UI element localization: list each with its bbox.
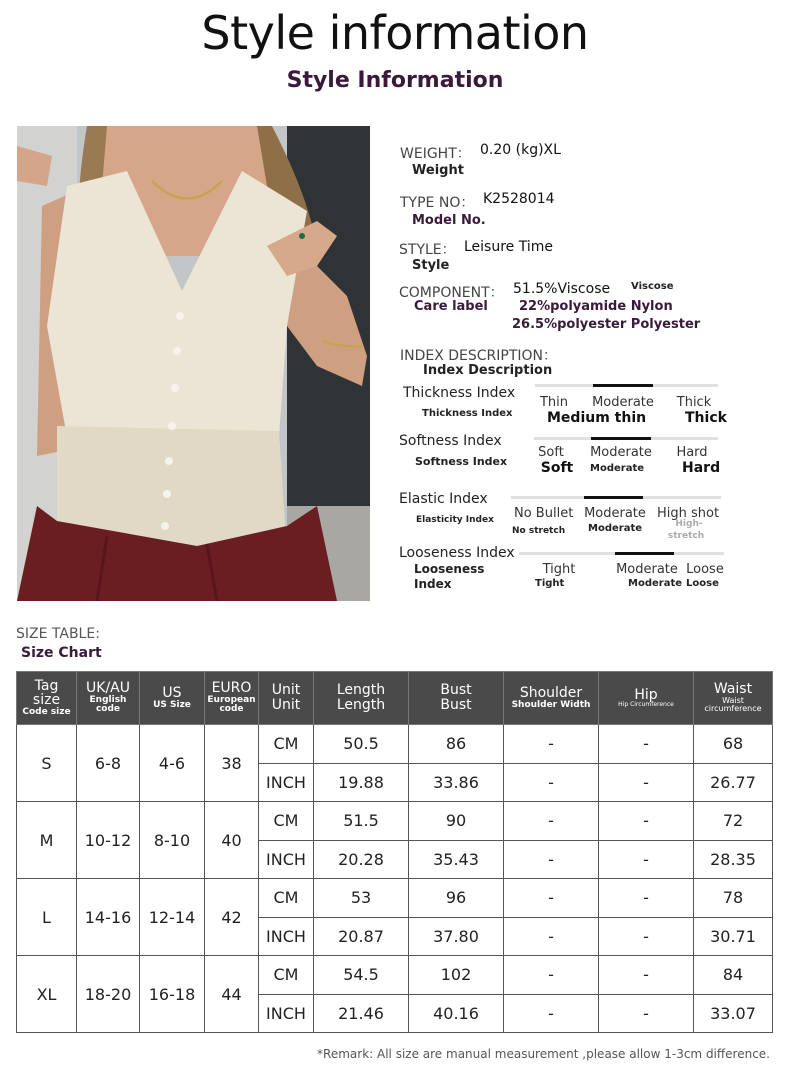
style-label: STYLE： bbox=[399, 242, 456, 258]
elastic-option-high-shot: High shot bbox=[657, 506, 720, 521]
bust-cell: 86 bbox=[409, 725, 504, 764]
table-row bbox=[17, 725, 773, 764]
softness-label: Softness Index bbox=[399, 433, 502, 449]
shoulder-cell: - bbox=[504, 840, 599, 879]
hip-cell: - bbox=[599, 802, 694, 841]
component-tiny: Viscose bbox=[631, 281, 674, 292]
header-unit: Unit Unit bbox=[259, 672, 314, 725]
thickness-value-thick: Thick bbox=[685, 410, 727, 426]
length-cell: 51.5 bbox=[314, 802, 409, 841]
unit-cell: INCH bbox=[259, 994, 314, 1033]
elastic-label: Elastic Index bbox=[399, 491, 488, 507]
looseness-option-tight: Tight bbox=[542, 562, 576, 577]
weight-sub: Weight bbox=[412, 163, 464, 178]
header-waist: Waist Waist circumference bbox=[694, 672, 773, 725]
type-sub: Model No. bbox=[412, 213, 486, 228]
softness-option-hard: Hard bbox=[676, 445, 708, 460]
style-value: Leisure Time bbox=[464, 239, 553, 255]
length-cell: 54.5 bbox=[314, 956, 409, 995]
hip-cell: - bbox=[599, 840, 694, 879]
elastic-value-moderate: Moderate bbox=[588, 523, 643, 534]
length-cell: 20.87 bbox=[314, 917, 409, 956]
us-cell: 16-18 bbox=[140, 956, 205, 1033]
page-subtitle: Style Information bbox=[286, 68, 504, 93]
waist-cell: 33.07 bbox=[694, 994, 773, 1033]
component-sub: Care label bbox=[414, 299, 488, 314]
thickness-option-thick: Thick bbox=[676, 395, 712, 410]
euro-cell: 38 bbox=[205, 725, 259, 802]
hip-cell: - bbox=[599, 763, 694, 802]
looseness-sub-1: Looseness bbox=[414, 562, 485, 576]
unit-cell: CM bbox=[259, 725, 314, 764]
looseness-value-moderate: Moderate bbox=[628, 578, 683, 589]
looseness-value-tight: Tight bbox=[535, 578, 565, 589]
looseness-value-loose: Loose bbox=[686, 578, 719, 589]
tag-size-cell: S bbox=[17, 725, 77, 802]
hip-cell: - bbox=[599, 879, 694, 918]
remark-text: *Remark: All size are manual measurement ,please allow 1-3cm difference. bbox=[317, 1047, 770, 1061]
product-photo bbox=[17, 126, 370, 601]
shoulder-cell: - bbox=[504, 994, 599, 1033]
component-line-1: 51.5%Viscose bbox=[513, 281, 611, 297]
page-title: Style information bbox=[201, 6, 589, 60]
header-us: US US Size bbox=[140, 672, 205, 725]
elastic-sub: Elasticity Index bbox=[416, 515, 494, 525]
euro-cell: 44 bbox=[205, 956, 259, 1033]
shoulder-cell: - bbox=[504, 917, 599, 956]
waist-cell: 30.71 bbox=[694, 917, 773, 956]
uk-au-cell: 10-12 bbox=[77, 802, 140, 879]
unit-cell: INCH bbox=[259, 763, 314, 802]
us-cell: 12-14 bbox=[140, 879, 205, 956]
elastic-option-no-bullet: No Bullet bbox=[514, 506, 574, 521]
waist-cell: 28.35 bbox=[694, 840, 773, 879]
unit-cell: INCH bbox=[259, 917, 314, 956]
thickness-option-moderate: Moderate bbox=[592, 395, 654, 410]
looseness-label: Looseness Index bbox=[399, 545, 515, 561]
size-table bbox=[16, 671, 773, 1033]
tag-size-cell: L bbox=[17, 879, 77, 956]
elastic-value-no-stretch: No stretch bbox=[512, 526, 566, 536]
header-tag-size: Tag size Code size bbox=[17, 672, 77, 725]
waist-cell: 68 bbox=[694, 725, 773, 764]
size-chart-label: Size Chart bbox=[21, 645, 102, 661]
index-sub: Index Description bbox=[423, 363, 553, 378]
softness-value-moderate: Moderate bbox=[590, 463, 645, 474]
us-cell: 8-10 bbox=[140, 802, 205, 879]
table-row bbox=[17, 802, 773, 841]
uk-au-cell: 6-8 bbox=[77, 725, 140, 802]
header-euro: EURO European code bbox=[205, 672, 259, 725]
bust-cell: 37.80 bbox=[409, 917, 504, 956]
thickness-option-thin: Thin bbox=[539, 395, 569, 410]
thickness-sub: Thickness Index bbox=[422, 408, 513, 419]
length-cell: 19.88 bbox=[314, 763, 409, 802]
looseness-sub-2: Index bbox=[414, 577, 452, 591]
index-label: INDEX DESCRIPTION： bbox=[400, 348, 558, 364]
waist-cell: 78 bbox=[694, 879, 773, 918]
shoulder-cell: - bbox=[504, 879, 599, 918]
component-label: COMPONENT： bbox=[399, 285, 504, 301]
hip-cell: - bbox=[599, 917, 694, 956]
table-header-row bbox=[17, 672, 773, 725]
waist-cell: 72 bbox=[694, 802, 773, 841]
weight-label: WEIGHT： bbox=[400, 146, 471, 162]
softness-option-soft: Soft bbox=[538, 445, 564, 460]
shoulder-cell: - bbox=[504, 802, 599, 841]
header-length: Length Length bbox=[314, 672, 409, 725]
bust-cell: 35.43 bbox=[409, 840, 504, 879]
style-sub: Style bbox=[412, 258, 450, 273]
header-bust: Bust Bust bbox=[409, 672, 504, 725]
euro-cell: 40 bbox=[205, 802, 259, 879]
length-cell: 20.28 bbox=[314, 840, 409, 879]
component-line-3: 26.5%polyester Polyester bbox=[512, 317, 701, 332]
shoulder-cell: - bbox=[504, 956, 599, 995]
bust-cell: 90 bbox=[409, 802, 504, 841]
elastic-selected-marker bbox=[584, 496, 643, 499]
header-hip: Hip Hip Circumference bbox=[599, 672, 694, 725]
type-label: TYPE NO： bbox=[400, 195, 475, 211]
table-row bbox=[17, 956, 773, 995]
bust-cell: 33.86 bbox=[409, 763, 504, 802]
thickness-value-medium-thin: Medium thin bbox=[547, 410, 647, 426]
uk-au-cell: 14-16 bbox=[77, 879, 140, 956]
header-uk-au: UK/AU English code bbox=[77, 672, 140, 725]
looseness-option-loose: Loose bbox=[686, 562, 724, 577]
softness-sub: Softness Index bbox=[415, 455, 508, 468]
weight-value: 0.20 (kg)XL bbox=[480, 142, 561, 158]
us-cell: 4-6 bbox=[140, 725, 205, 802]
softness-value-hard: Hard bbox=[682, 460, 721, 476]
tag-size-cell: M bbox=[17, 802, 77, 879]
unit-cell: CM bbox=[259, 956, 314, 995]
uk-au-cell: 18-20 bbox=[77, 956, 140, 1033]
type-value: K2528014 bbox=[483, 191, 555, 207]
length-cell: 50.5 bbox=[314, 725, 409, 764]
hip-cell: - bbox=[599, 725, 694, 764]
softness-value-soft: Soft bbox=[540, 460, 574, 476]
elastic-value-stretch: stretch bbox=[667, 531, 705, 541]
hip-cell: - bbox=[599, 994, 694, 1033]
waist-cell: 26.77 bbox=[694, 763, 773, 802]
thickness-selected-marker bbox=[593, 384, 653, 387]
elastic-value-high: High- bbox=[675, 519, 703, 529]
softness-option-moderate: Moderate bbox=[590, 445, 652, 460]
length-cell: 21.46 bbox=[314, 994, 409, 1033]
euro-cell: 42 bbox=[205, 879, 259, 956]
shoulder-cell: - bbox=[504, 763, 599, 802]
hip-cell: - bbox=[599, 956, 694, 995]
looseness-selected-marker bbox=[615, 552, 674, 555]
component-line-2: 22%polyamide Nylon bbox=[519, 299, 673, 314]
size-table-label: SIZE TABLE: bbox=[16, 626, 100, 642]
bust-cell: 40.16 bbox=[409, 994, 504, 1033]
table-row bbox=[17, 879, 773, 918]
length-cell: 53 bbox=[314, 879, 409, 918]
shoulder-cell: - bbox=[504, 725, 599, 764]
elastic-option-moderate: Moderate bbox=[584, 506, 646, 521]
unit-cell: CM bbox=[259, 879, 314, 918]
header-shoulder: Shoulder Shoulder Width bbox=[504, 672, 599, 725]
unit-cell: CM bbox=[259, 802, 314, 841]
looseness-option-moderate: Moderate bbox=[616, 562, 678, 577]
bust-cell: 96 bbox=[409, 879, 504, 918]
bust-cell: 102 bbox=[409, 956, 504, 995]
waist-cell: 84 bbox=[694, 956, 773, 995]
unit-cell: INCH bbox=[259, 840, 314, 879]
tag-size-cell: XL bbox=[17, 956, 77, 1033]
thickness-label: Thickness Index bbox=[403, 385, 516, 401]
softness-selected-marker bbox=[591, 437, 651, 440]
